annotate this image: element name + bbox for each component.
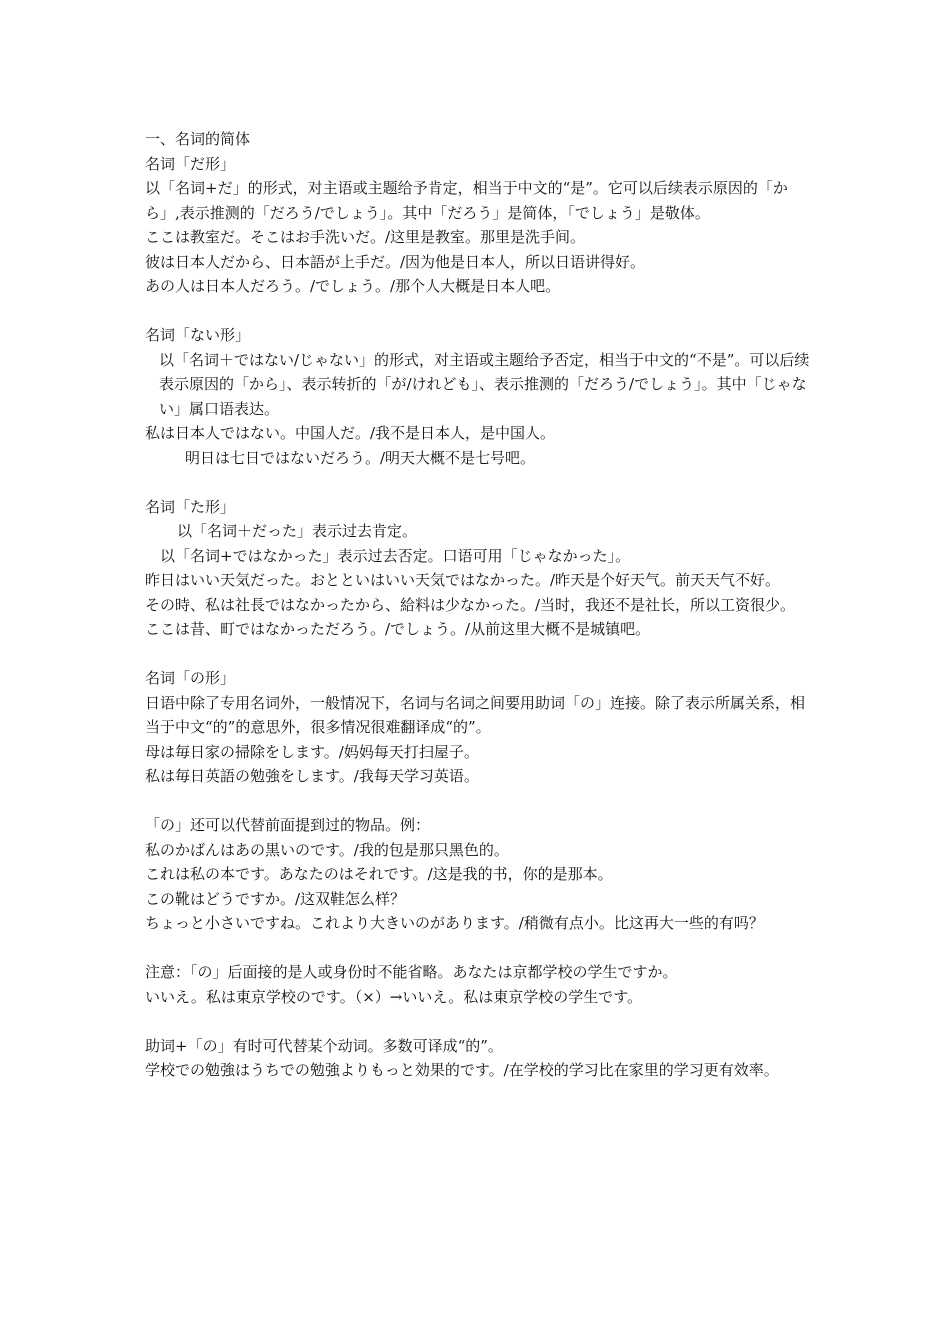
no-substitute-example-1: 私のかばんはあの黒いのです。/我的包是那只黑色的。	[145, 840, 509, 859]
note-example: いいえ。私は東京学校のです。（×）→いいえ。私は東京学校の学生です。	[145, 987, 643, 1006]
paragraph-gap	[145, 299, 810, 324]
particle-no-intro: 助词+「の」有时可代替某个动词。多数可译成“的”。	[145, 1036, 503, 1055]
ta-form-description-1: 以「名词＋だった」表示过去肯定。	[177, 522, 418, 540]
da-form-example-1: ここは教室だ。そこはお手洗いだ。/这里是教室。那里是洗手间。	[145, 228, 586, 246]
no-form-heading: 名词「の形」	[145, 669, 236, 687]
ta-form-example-3: ここは昔、町ではなかっただろう。/でしょう。/从前这里大概不是城镇吧。	[145, 620, 651, 638]
no-substitute-example-2: これは私の本です。あなたのはそれです。/这是我的书，你的是那本。	[145, 865, 613, 883]
nai-form-example-2: 明日は七日ではないだろう。/明天大概不是七号吧。	[185, 448, 536, 467]
no-substitute-example-3: この靴はどうですか。/这双鞋怎么样？	[145, 889, 406, 908]
paragraph-gap	[145, 470, 810, 495]
no-form-example-1: 母は毎日家の掃除をします。/妈妈每天打扫屋子。	[145, 742, 479, 761]
no-form-example-2: 私は毎日英語の勉強をします。/我每天学习英语。	[145, 767, 479, 785]
section-title: 一、名词的简体	[145, 130, 251, 148]
paragraph-gap	[145, 642, 810, 667]
no-form-description: 日语中除了专用名词外，一般情况下，名词与名词之间要用助词「の」连接。除了表示所属关系，相当于中文“的”的意思外，很多情况很难翻译成“的”。	[145, 693, 806, 736]
da-form-example-2: 彼は日本人だから、日本語が上手だ。/因为他是日本人，所以日语讲得好。	[145, 252, 646, 271]
document-body	[145, 127, 810, 1083]
da-form-example-3: あの人は日本人だろう。/でしょう。/那个人大概是日本人吧。	[145, 277, 561, 295]
nai-form-description: 以「名词＋ではない/じゃない」的形式，对主语或主题给予否定，相当于中文的“不是”。可以后续表示原因的「から」、表示转折的「が/けれども」、表示推测的「だろう/でしょう」。其中「じゃない」属口语表达。	[159, 350, 810, 418]
da-form-heading: 名词「だ形」	[145, 154, 236, 173]
ta-form-heading: 名词「た形」	[145, 497, 236, 516]
ta-form-description-2: 以「名词+ではなかった」表示过去否定。口语可用「じゃなかった」。	[160, 546, 631, 565]
nai-form-heading: 名词「ない形」	[145, 326, 251, 344]
no-substitute-intro: 「の」还可以代替前面提到过的物品。例：	[145, 816, 431, 834]
particle-no-example: 学校での勉強はうちでの勉強よりもっと効果的です。/在学校的学习比在家里的学习更有效率。	[145, 1061, 779, 1079]
paragraph-gap	[145, 789, 810, 814]
paragraph-gap	[145, 936, 810, 961]
note-paragraph: 注意：「の」后面接的是人或身份时不能省略。あなたは京都学校の学生ですか。	[145, 963, 678, 981]
da-form-description: 以「名词+だ」的形式，对主语或主题给予肯定，相当于中文的“是”。它可以后续表示原因的「から」,表示推测的「だろう/でしょう」。其中「だろう」是简体，「でしょう」是敬体。	[145, 179, 788, 222]
paragraph-gap	[145, 1009, 810, 1034]
no-substitute-example-4: ちょっと小さいですね。これより大きいのがあります。/稍微有点小。比这再大一些的有吗？	[145, 914, 764, 932]
ta-form-example-1: 昨日はいい天気だった。おとといはいい天気ではなかった。/昨天是个好天气。前天天气不好。	[145, 571, 781, 589]
ta-form-example-2: その時、私は社長ではなかったから、給料は少なかった。/当时，我还不是社长，所以工资很少。	[145, 595, 796, 614]
nai-form-example-1: 私は日本人ではない。中国人だ。/我不是日本人，是中国人。	[145, 424, 556, 442]
